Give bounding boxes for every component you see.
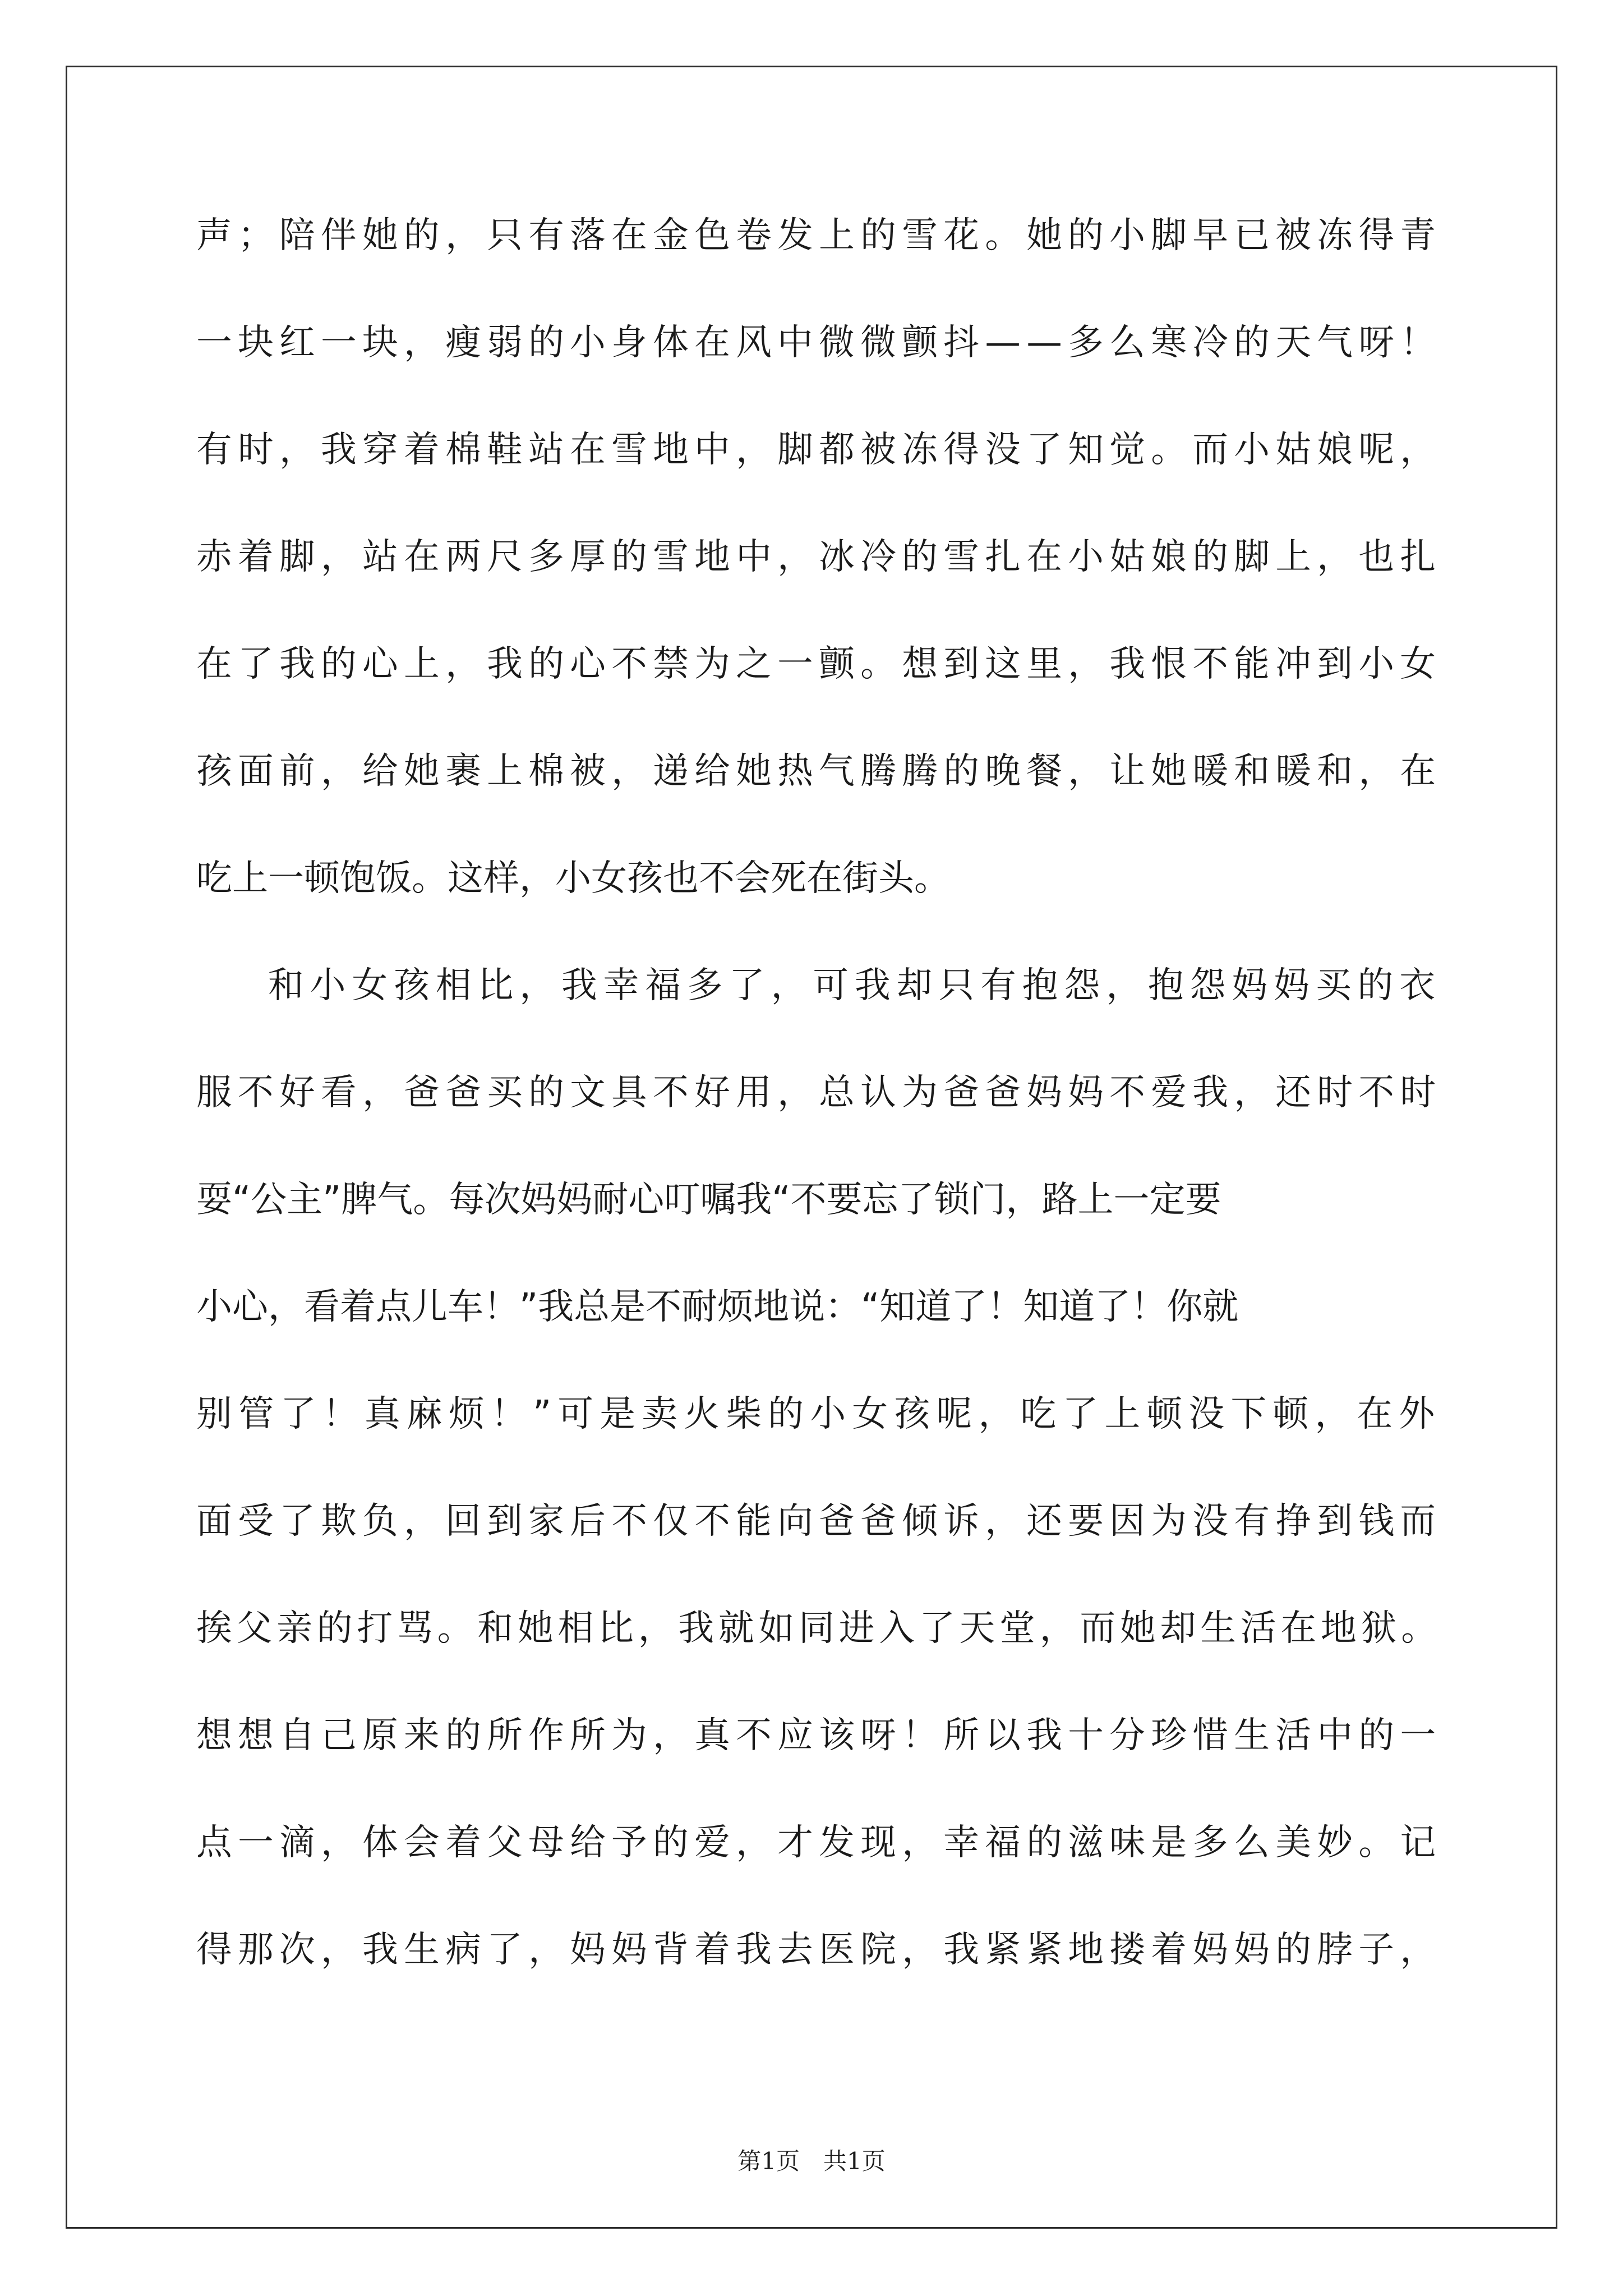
text-line: 得那次，我生病了，妈妈背着我去医院，我紧紧地搂着妈妈的脖子，: [196, 1929, 1442, 1971]
text-line: 小心，看着点儿车！”我总是不耐烦地说：“知道了！知道了！你就: [196, 1286, 1239, 1328]
text-line: 面受了欺负，回到家后不仅不能向爸爸倾诉，还要因为没有挣到钱而: [196, 1501, 1442, 1542]
page-footer: 第1页 共1页: [737, 2147, 886, 2175]
text-line: 孩面前，给她裹上棉被，递给她热气腾腾的晚餐，让她暖和暖和，在: [196, 751, 1442, 792]
text-line: 和小女孩相比，我幸福多了，可我却只有抱怨，抱怨妈妈买的衣: [268, 965, 1442, 1006]
text-line: 耍“公主”脾气。每次妈妈耐心叮嘱我“不要忘了锁门，路上一定要: [196, 1179, 1221, 1221]
text-line: 挨父亲的打骂。和她相比，我就如同进入了天堂，而她却生活在地狱。: [196, 1608, 1441, 1649]
text-line: 吃上一顿饱饭。这样，小女孩也不会死在街头。: [196, 858, 950, 899]
text-line: 别管了！真麻烦！”可是卖火柴的小女孩呢，吃了上顿没下顿，在外: [196, 1393, 1441, 1435]
text-line: 想想自己原来的所作所为，真不应该呀！所以我十分珍惜生活中的一: [196, 1715, 1442, 1756]
page-border: [66, 66, 1557, 2229]
text-line: 在了我的心上，我的心不禁为之一颤。想到这里，我恨不能冲到小女: [196, 643, 1442, 685]
text-line: 一块红一块，瘦弱的小身体在风中微微颤抖——多么寒冷的天气呀！: [196, 322, 1442, 364]
text-line: 赤着脚，站在两尺多厚的雪地中，冰冷的雪扎在小姑娘的脚上，也扎: [196, 536, 1442, 578]
text-line: 声；陪伴她的，只有落在金色卷发上的雪花。她的小脚早已被冻得青: [196, 215, 1442, 256]
text-line: 服不好看，爸爸买的文具不好用，总认为爸爸妈妈不爱我，还时不时: [196, 1072, 1442, 1114]
text-line: 点一滴，体会着父母给予的爱，才发现，幸福的滋味是多么美妙。记: [196, 1822, 1442, 1864]
text-line: 有时，我穿着棉鞋站在雪地中，脚都被冻得没了知觉。而小姑娘呢，: [196, 429, 1442, 471]
